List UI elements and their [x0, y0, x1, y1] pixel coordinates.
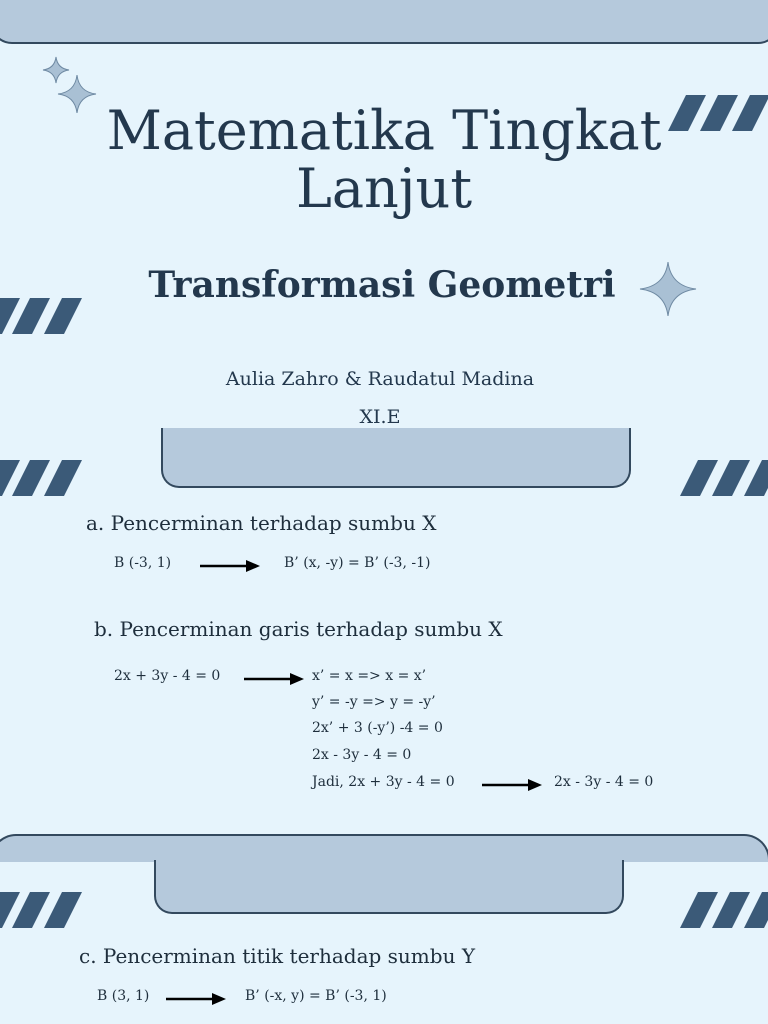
- arrow-icon: [244, 671, 304, 687]
- page-title-line-1: Matematika Tingkat: [106, 99, 662, 162]
- section-a-point: B (-3, 1): [114, 555, 172, 571]
- section-a-result: B’ (x, -y) = B’ (-3, -1): [284, 555, 431, 571]
- section-b-step-4: 2x - 3y - 4 = 0: [312, 747, 412, 763]
- stripe-decoration-right-middle: [680, 460, 768, 496]
- section-c-result: B’ (-x, y) = B’ (-3, 1): [245, 988, 387, 1004]
- section-b-conclusion: Jadi, 2x + 3y - 4 = 0: [312, 774, 455, 790]
- page-subtitle: Transformasi Geometri: [148, 264, 616, 306]
- section-b-equation: 2x + 3y - 4 = 0: [114, 668, 221, 684]
- section-c-point: B (3, 1): [97, 988, 150, 1004]
- section-b-step-3: 2x’ + 3 (-y’) -4 = 0: [312, 720, 443, 736]
- arrow-icon: [200, 558, 260, 574]
- section-b-step-1: x’ = x => x = x’: [312, 668, 427, 684]
- section-b-final-result: 2x - 3y - 4 = 0: [554, 774, 654, 790]
- lower-tab-panel: [154, 860, 624, 914]
- middle-tab-panel: [161, 428, 631, 488]
- arrow-icon: [482, 777, 542, 793]
- class-label: XI.E: [359, 406, 401, 428]
- stripe-decoration-left-middle: [0, 460, 98, 496]
- page-title-line-2: Lanjut: [295, 157, 473, 220]
- stripe-decoration-left-lower: [0, 892, 98, 928]
- section-c-heading: c. Pencerminan titik terhadap sumbu Y: [79, 944, 476, 968]
- authors: Aulia Zahro & Raudatul Madina: [225, 368, 535, 390]
- section-a-heading: a. Pencerminan terhadap sumbu X: [86, 511, 437, 535]
- top-tab-bar: [0, 0, 768, 44]
- section-b-heading: b. Pencerminan garis terhadap sumbu X: [94, 617, 503, 641]
- stripe-decoration-right-lower: [680, 892, 768, 928]
- section-b-step-2: y’ = -y => y = -y’: [312, 694, 436, 710]
- arrow-icon: [166, 991, 226, 1007]
